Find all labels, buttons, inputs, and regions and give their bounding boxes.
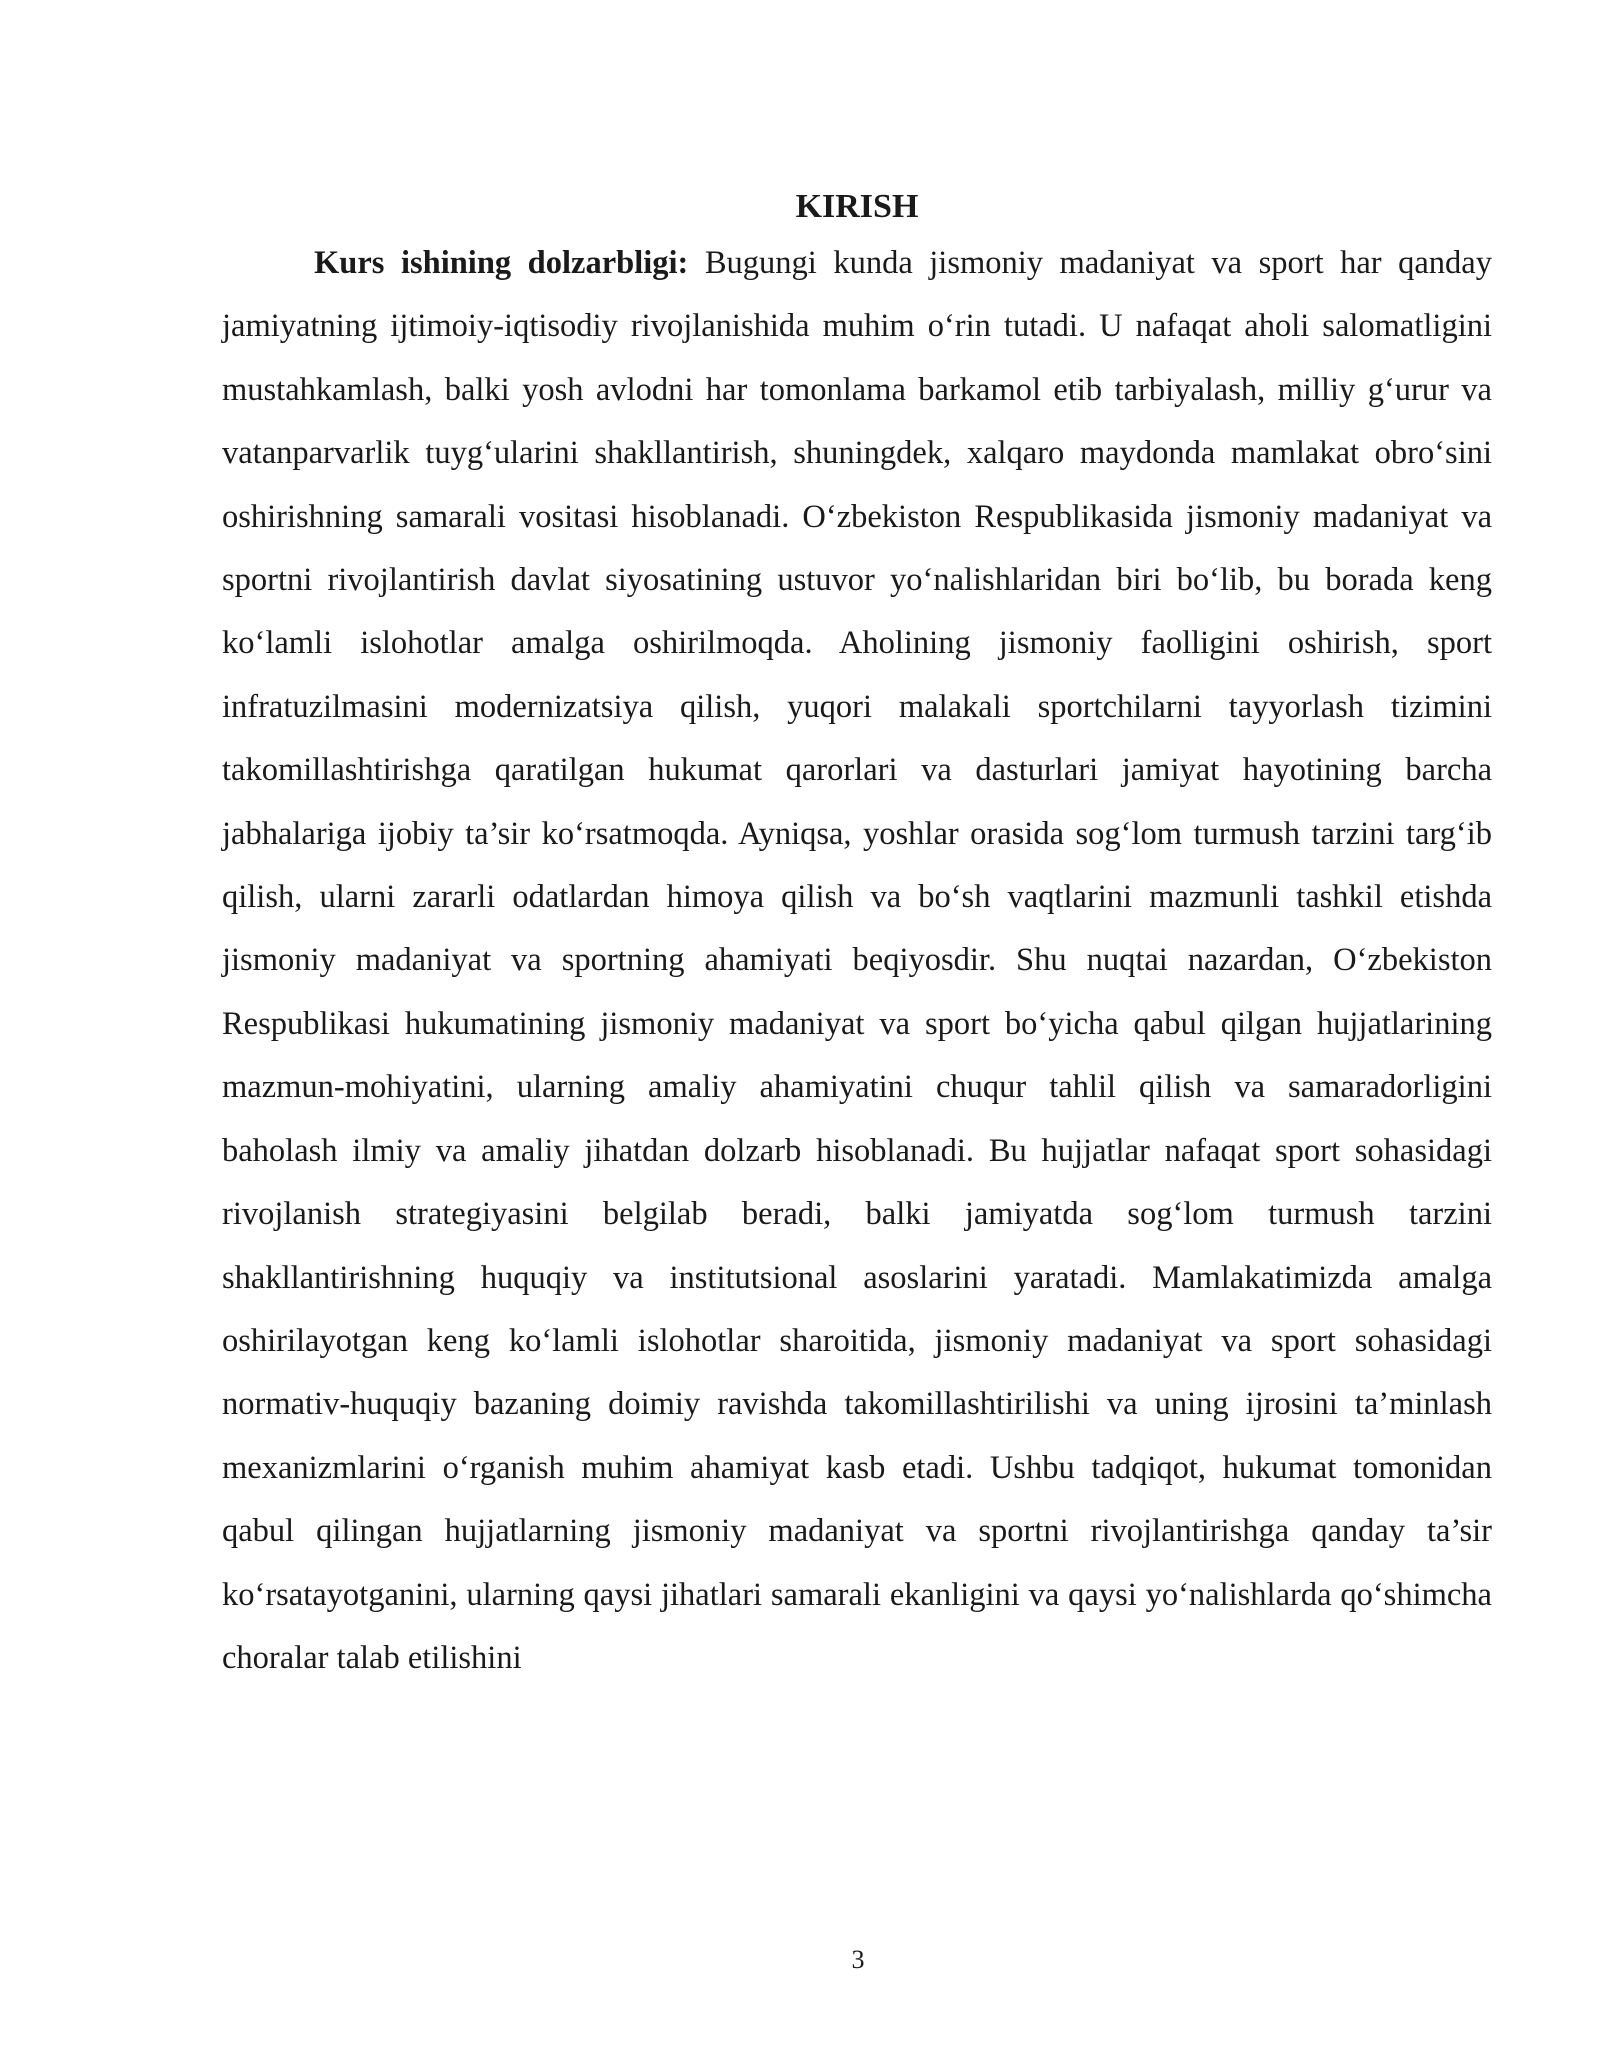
- heading-container: [222, 188, 1492, 226]
- intro-paragraph: [222, 232, 1492, 1690]
- paragraph-text: Bugungi kunda jismoniy madaniyat va sport har qanday jamiyatning ijtimoiy-iqtisodiy rivojlanishida muhim o‘rin tutadi. U nafaqat aholi salomatligini mustahkamlash, balki yosh avlodni har tomonlama barkamol etib tarbiyalash, milliy g‘urur va vatanparvarlik tuyg‘ularini shakllantirish, shuningdek, xalqaro maydonda mamlakat obro‘sini oshirishning samarali vositasi hisoblanadi. O‘zbekiston Respublikasida jismoniy madaniyat va sportni rivojlantirish davlat siyosatining ustuvor yo‘nalishlaridan biri bo‘lib, bu borada keng ko‘lamli islohotlar amalga oshirilmoqda. Aholining jismoniy faolligini oshirish, sport infratuzilmasini modernizatsiya qilish, yuqori malakali sportchilarni tayyorlash tizimini takomillashtirishga qaratilgan hukumat qarorlari va dasturlari jamiyat hayotining barcha jabhalariga ijobiy ta’sir ko‘rsatmoqda. Ayniqsa, yoshlar orasida sog‘lom turmush tarzini targ‘ib qilish, ularni zararli odatlardan himoya qilish va bo‘sh vaqtlarini mazmunli tashkil etishda jismoniy madaniyat va sportning ahamiyati beqiyosdir. Shu nuqtai nazardan, O‘zbekiston Respublikasi hukumatining jismoniy madaniyat va sport bo‘yicha qabul qilgan hujjatlarining mazmun-mohiyatini, ularning amaliy ahamiyatini chuqur tahlil qilish va samaradorligini baholash ilmiy va amaliy jihatdan dolzarb hisoblanadi. Bu hujjatlar nafaqat sport sohasidagi rivojlanish strategiyasini belgilab beradi, balki jamiyatda sog‘lom turmush tarzini shakllantirishning huquqiy va institutsional asoslarini yaratadi. Mamlakatimizda amalga oshirilayotgan keng ko‘lamli islohotlar sharoitida, jismoniy madaniyat va sport sohasidagi normativ-huquqiy bazaning doimiy ravishda takomillashtirilishi va uning ijrosini ta’minlash mexanizmlarini o‘rganish muhim ahamiyat kasb etadi. Ushbu tadqiqot, hukumat tomonidan qabul qilingan hujjatlarning jismoniy madaniyat va sportni rivojlantirishga qanday ta’sir ko‘rsatayotganini, ularning qaysi jihatlari samarali ekanligini va qaysi yo‘nalishlarda qo‘shimcha choralar talab etilishini: [222, 245, 1492, 1676]
- body-text: [222, 232, 1492, 1690]
- paragraph-lead: Kurs ishining dolzarbligi:: [314, 245, 689, 281]
- page-number: 3: [851, 1945, 865, 1974]
- page-heading: KIRISH: [795, 188, 919, 225]
